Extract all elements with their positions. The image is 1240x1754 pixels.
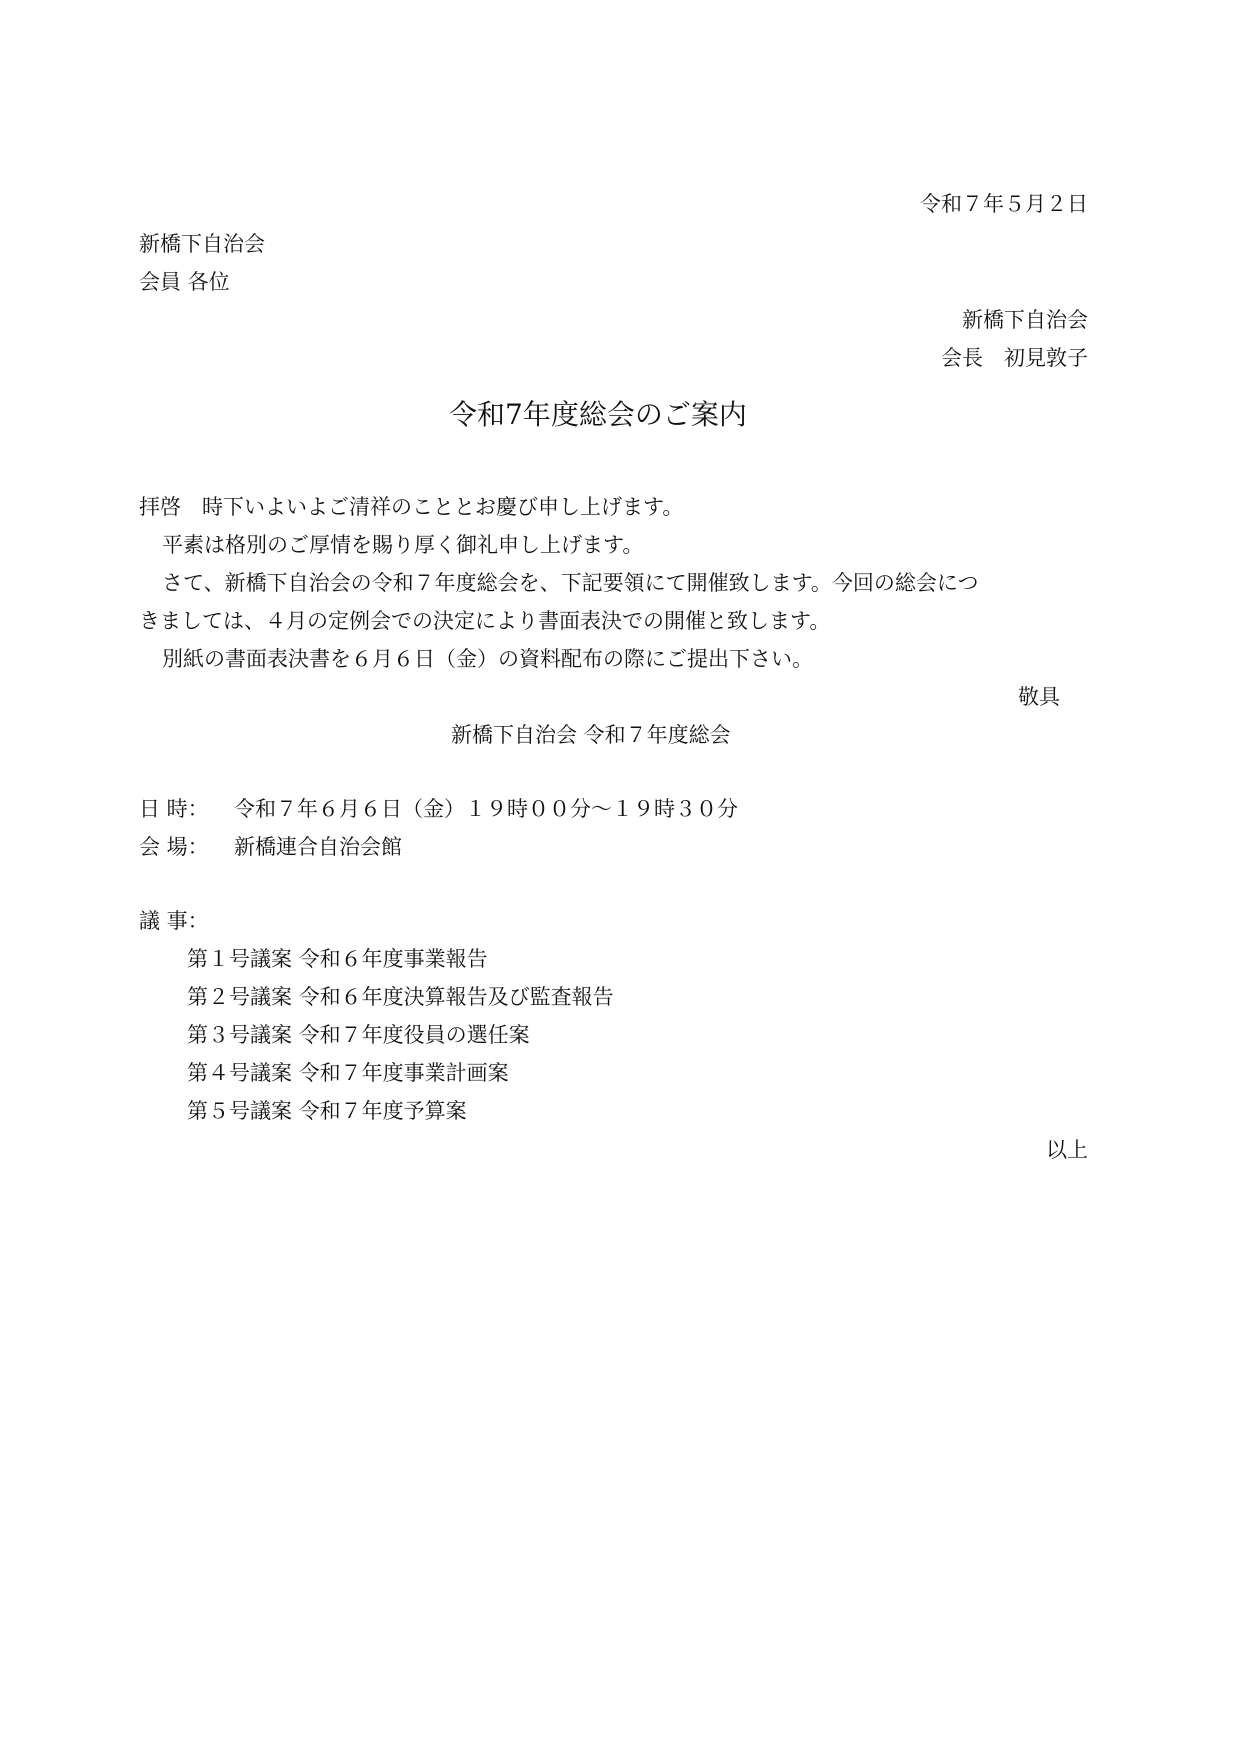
recipient: 会員 各位 (139, 270, 230, 294)
body-line-5: 別紙の書面表決書を６月６日（金）の資料配布の際にご提出下さい。 (162, 647, 813, 671)
agenda-item (187, 1021, 530, 1049)
agenda-label: 議 事： (139, 909, 209, 933)
agenda-item-text: 令和７年度役員の選任案 (298, 1023, 530, 1047)
agenda-item-number: 第２号議案 (187, 985, 292, 1009)
document-title: 令和7年度総会のご案内 (449, 398, 747, 431)
body-line-2: 平素は格別のご厚情を賜り厚く御礼申し上げます。 (162, 533, 644, 557)
end-remark: 以上 (1046, 1138, 1088, 1162)
datetime-label: 日 時： (139, 797, 209, 821)
agenda-item-number: 第３号議案 (187, 1023, 292, 1047)
document-date: 令和７年５月２日 (920, 192, 1088, 216)
agenda-item (187, 945, 488, 973)
agenda-item-text: 令和６年度事業報告 (298, 947, 488, 971)
body-line-3: さて、新橋下自治会の令和７年度総会を、下記要領にて開催致します。今回の総会につ (162, 571, 979, 595)
agenda-item-number: 第５号議案 (187, 1099, 292, 1123)
agenda-item-text: 令和７年度事業計画案 (298, 1061, 509, 1085)
meeting-datetime (139, 795, 738, 823)
body-line-1: 拝啓 時下いよいよご清祥のこととお慶び申し上げます。 (139, 495, 684, 519)
datetime-value: 令和７年６月６日（金）１９時００分～１９時３０分 (234, 797, 738, 821)
agenda-item (187, 983, 614, 1011)
agenda-item-text: 令和６年度決算報告及び監査報告 (298, 985, 614, 1009)
agenda-item (187, 1059, 509, 1087)
sender-organization: 新橋下自治会 (962, 308, 1088, 332)
venue-value: 新橋連合自治会館 (234, 835, 402, 859)
agenda-item-number: 第４号議案 (187, 1061, 292, 1085)
agenda-item (187, 1097, 467, 1125)
meeting-venue (139, 833, 402, 861)
body-line-4: きましては、４月の定例会での決定により書面表決での開催と致します。 (139, 609, 831, 633)
meeting-heading: 新橋下自治会 令和７年度総会 (451, 723, 731, 747)
sender-name: 会長 初見敦子 (941, 346, 1088, 370)
agenda-item-number: 第１号議案 (187, 947, 292, 971)
closing-remark: 敬具 (1018, 685, 1060, 709)
venue-label: 会 場： (139, 835, 209, 859)
recipient-organization: 新橋下自治会 (139, 232, 265, 256)
agenda-item-text: 令和７年度予算案 (298, 1099, 467, 1123)
